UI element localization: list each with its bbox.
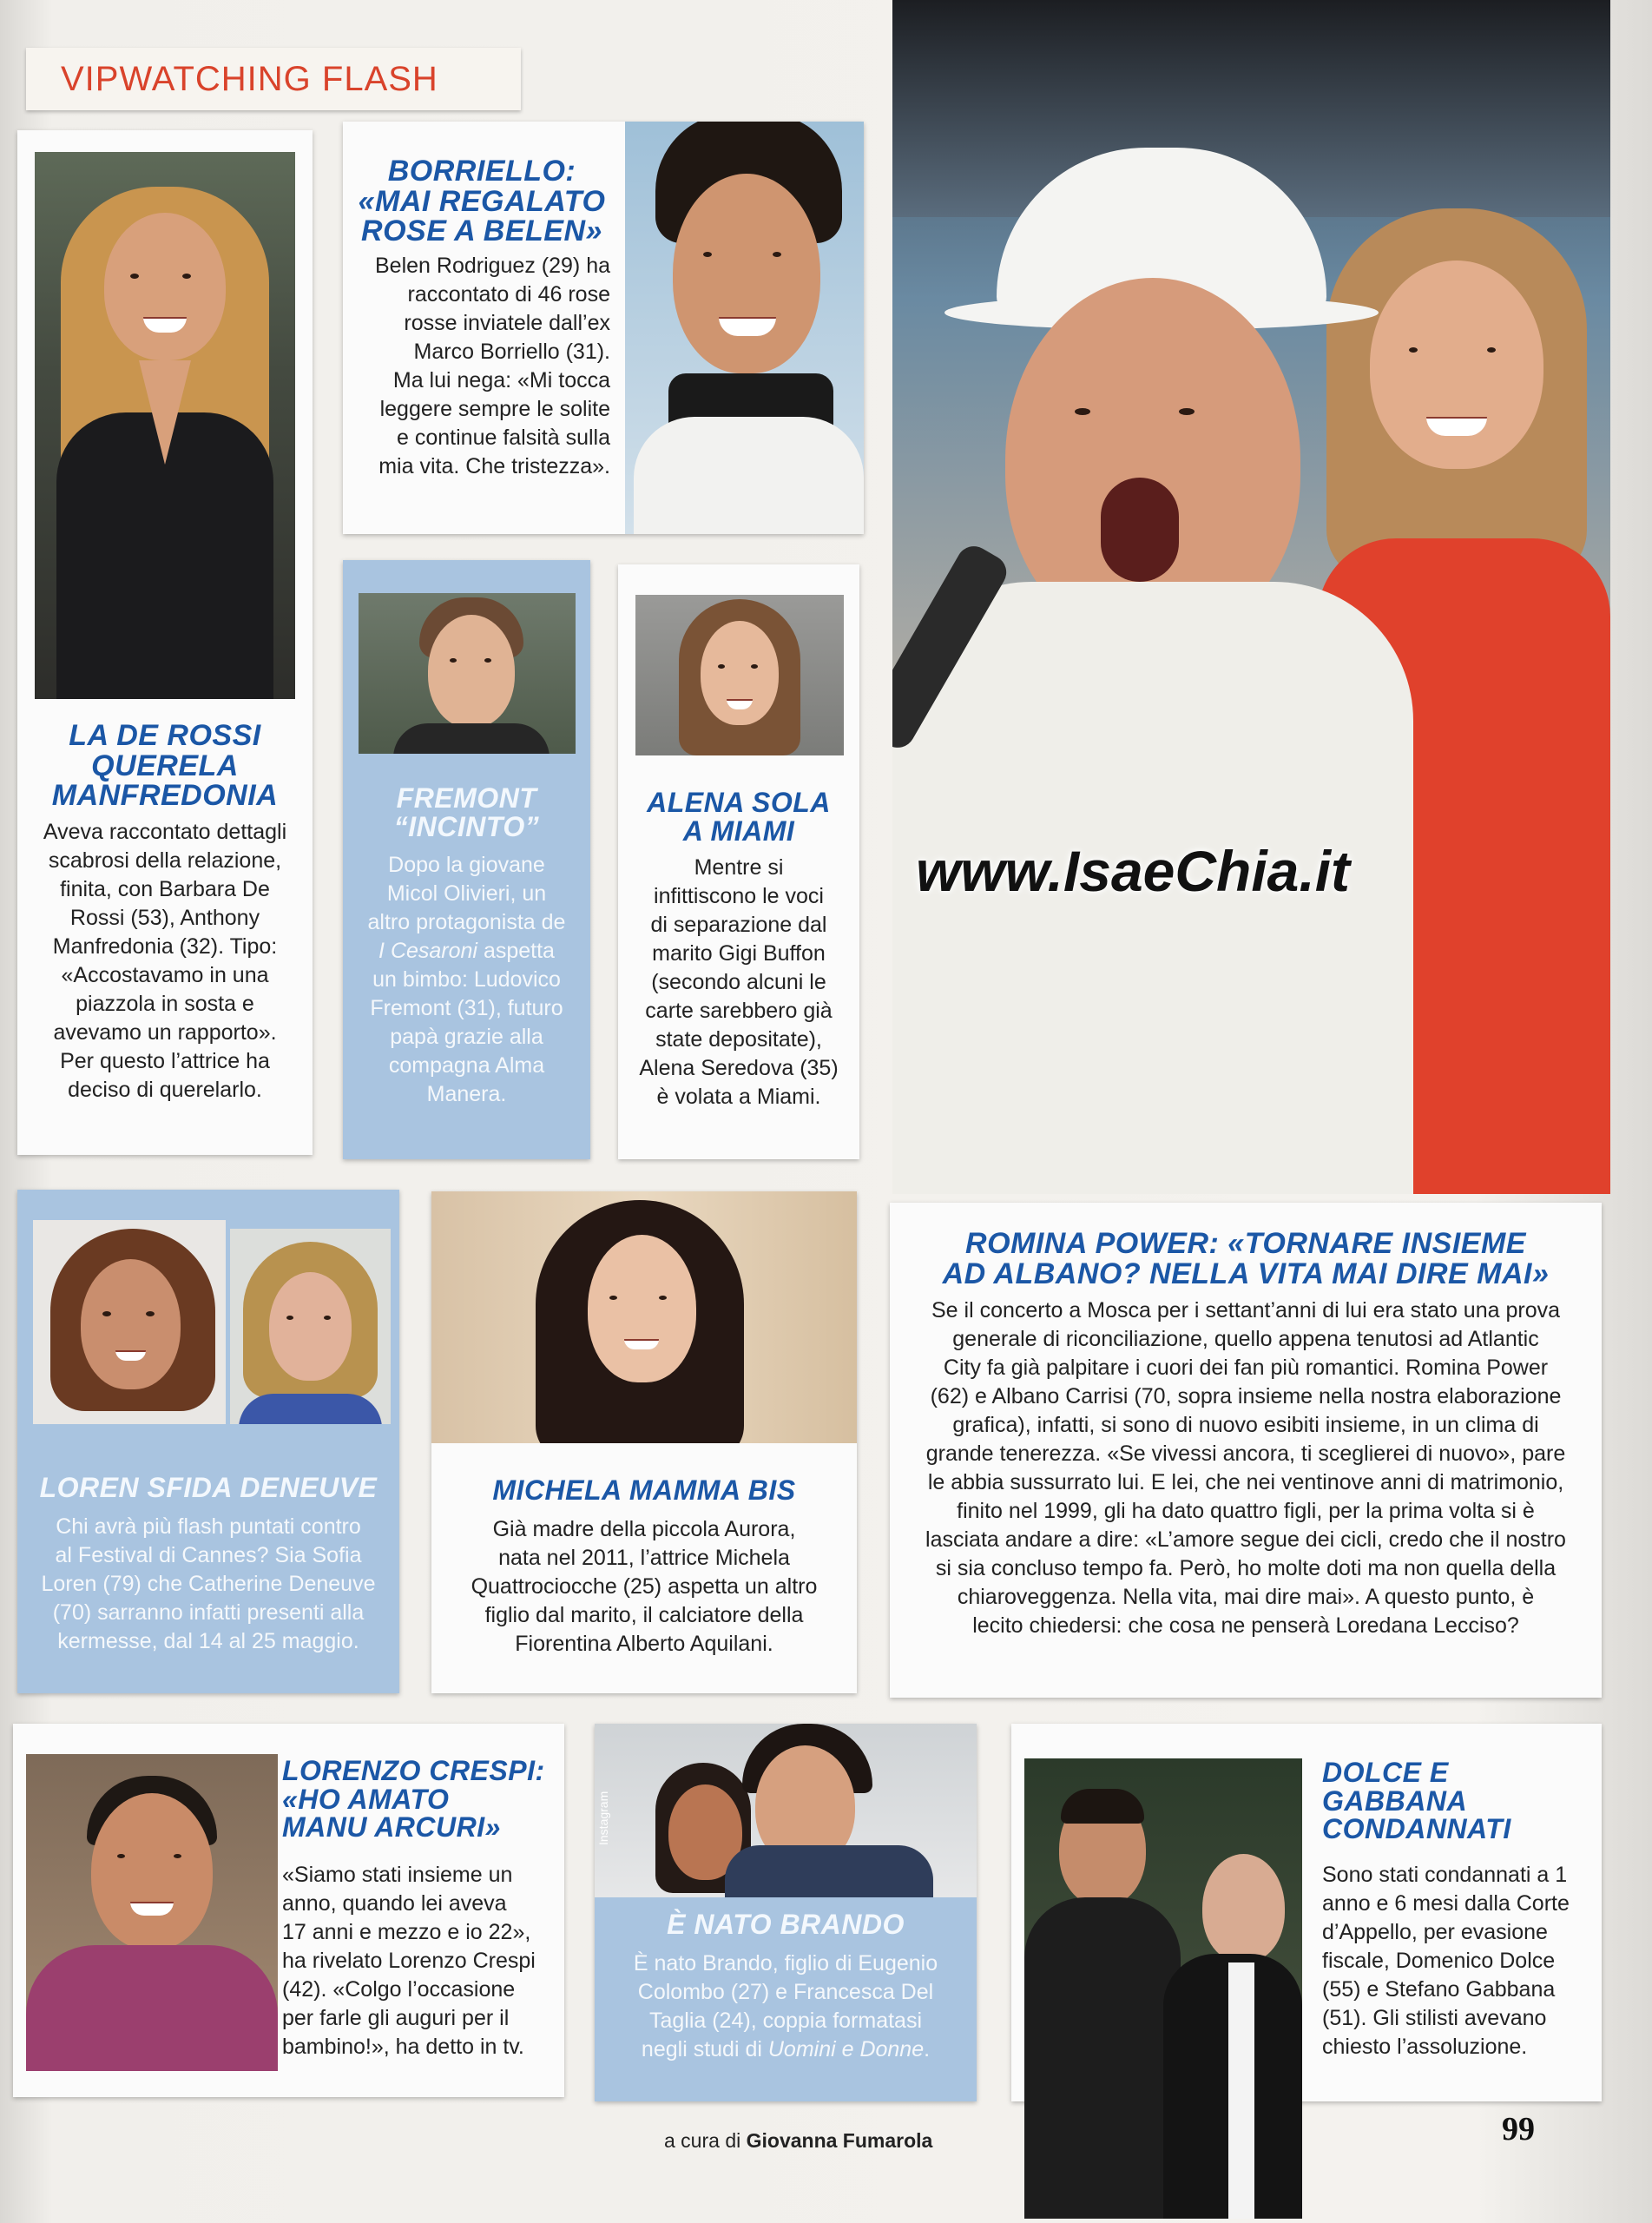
story-dolce xyxy=(1011,1724,1602,2101)
story-romina xyxy=(890,1203,1602,1698)
brando-photo-tag: Instagram xyxy=(596,1791,610,1845)
body-fremont xyxy=(343,851,590,1109)
story-fremont xyxy=(343,560,590,1159)
headline-brando: È NATO BRANDO xyxy=(667,1909,905,1940)
body-fremont-text1: Dopo la giovane Micol Olivieri, un altro protagonista de xyxy=(367,853,566,934)
story-derossi xyxy=(17,130,313,1155)
story-borriello xyxy=(343,122,864,534)
photo-derossi xyxy=(35,152,295,699)
body-fremont-italic: I Cesaroni xyxy=(378,939,477,963)
albano-figure xyxy=(892,148,1413,1194)
photo-crespi xyxy=(26,1754,278,2071)
body-dolce: Sono stati condannati a 1 anno e 6 mesi dalla Corte d’Appello, per evasione fiscale, Domenico Dolce (55) e Stefano Gabbana (51). Gli stilisti avevano chiesto l’assoluzione. xyxy=(1322,1863,1570,2059)
body-brando-text2: . xyxy=(924,2037,931,2061)
photo-fremont xyxy=(359,593,576,754)
body-brando xyxy=(595,1949,977,2064)
credit-prefix: a cura di xyxy=(664,2129,741,2152)
body-brando-italic: Uomini e Donne xyxy=(767,2037,925,2061)
body-alena: Mentre si infittiscono le voci di separazione dal marito Gigi Buffon (secondo alcuni le carte sarebbero già state depositate), Alena Seredova (35) è volata a Miami. xyxy=(639,855,839,1109)
credit-line xyxy=(664,2129,932,2153)
body-crespi: «Siamo stati insieme un anno, quando lei aveva 17 anni e mezzo e io 22», ha rivelato Lorenzo Crespi (42). «Colgo l’occasione per farle gli auguri per il bambino!», ha detto in tv. xyxy=(282,1863,536,2059)
body-loren: Chi avrà più flash puntati contro al Festival di Cannes? Sia Sofia Loren (79) che Catherine Deneuve (70) sarranno infatti presenti alla kermesse, dal 14 al 25 maggio. xyxy=(41,1514,376,1653)
headline-michela: MICHELA MAMMA BIS xyxy=(492,1474,796,1506)
headline-romina: ROMINA POWER: «TORNARE INSIEME AD ALBANO? NELLA VITA MAI DIRE MAI» xyxy=(942,1227,1550,1290)
photo-brando xyxy=(595,1724,977,1897)
body-borriello: Belen Rodriguez (29) ha raccontato di 46 rose rosse inviatele dall’ex Marco Borriello (31). Ma lui nega: «Mi tocca leggere sempre le solite e continue falsità sulla mia vita. Che tristezza». xyxy=(375,254,610,478)
headline-loren: LOREN SFIDA DENEUVE xyxy=(39,1472,378,1503)
photo-loren xyxy=(33,1220,226,1424)
headline-crespi: LORENZO CRESPI: «HO AMATO MANU ARCURI» xyxy=(282,1755,545,1844)
story-alena xyxy=(618,564,859,1159)
headline-derossi: LA DE ROSSI QUERELA MANFREDONIA xyxy=(51,719,279,813)
photo-michela xyxy=(431,1191,857,1443)
headline-alena: ALENA SOLA A MIAMI xyxy=(647,787,831,847)
photo-dolce-gabbana xyxy=(1024,1758,1302,2219)
headline-dolce: DOLCE E GABBANA CONDANNATI xyxy=(1322,1757,1511,1845)
photo-borriello xyxy=(625,122,864,534)
body-michela: Già madre della piccola Aurora, nata nel 2011, l’attrice Michela Quattrociocche (25) aspetta un altro figlio dal marito, il calciatore della Fiorentina Alberto Aquilani. xyxy=(471,1517,818,1656)
credit-name: Giovanna Fumarola xyxy=(746,2129,933,2152)
section-label: VIPWATCHING FLASH xyxy=(61,60,438,98)
story-crespi xyxy=(13,1724,564,2097)
body-derossi: Aveva raccontato dettagli scabrosi della relazione, finita, con Barbara De Rossi (53), Anthony Manfredonia (32). Tipo: «Accostavamo in una piazzola in sosta e avevamo un rapporto». Per questo l’attrice ha deciso di querelarlo. xyxy=(43,820,287,1102)
body-brando-text1: È nato Brando, figlio di Eugenio Colombo (27) e Francesca Del Taglia (24), coppia formatasi negli studi di xyxy=(633,1951,938,2061)
photo-romina-albano xyxy=(892,0,1610,1194)
headline-borriello: BORRIELLO: «MAI REGALATO ROSE A BELEN» xyxy=(358,155,606,248)
story-loren xyxy=(17,1190,399,1693)
headline-fremont: FREMONT “INCINTO” xyxy=(393,782,540,842)
story-brando xyxy=(595,1724,977,2101)
photo-alena xyxy=(635,595,844,755)
body-romina: Se il concerto a Mosca per i settant’anni di lui era stato una prova generale di riconciliazione, quello appena tenutosi ad Atlantic City fa già palpitare i cuori dei fan più romantici. Romina Power (62) e Albano Carrisi (70, sopra insieme nella nostra elaborazione grafica), infatti, si sono di nuovo esibiti insieme, in un clima di grande tenerezza. «Se vivessi ancora, ti sceglierei di nuovo», pare le abbia sussurrato lui. E lei, che nei ventinove anni di matrimonio, finito nel 1999, gli ha dato quattro figli, per la prima volta si è lasciata andare a dire: «L’amore segue dei cicli, credo che il nostro si sia concluso tempo fa. Però, ho molte doti ma non quella della chiaroveggenza. Nella vita, mai dire mai». A questo punto, è lecito chiedersi: che cosa ne penserà Loredana Lecciso? xyxy=(925,1298,1566,1638)
story-michela xyxy=(431,1191,857,1693)
photo-deneuve xyxy=(230,1229,391,1424)
body-fremont-text2: aspetta un bimbo: Ludovico Fremont (31), futuro papà grazie alla compagna Alma Manera. xyxy=(370,939,563,1106)
page-number: 99 xyxy=(1502,2111,1535,2147)
watermark: www.IsaeChia.it xyxy=(916,839,1351,903)
section-label-box xyxy=(26,48,521,110)
